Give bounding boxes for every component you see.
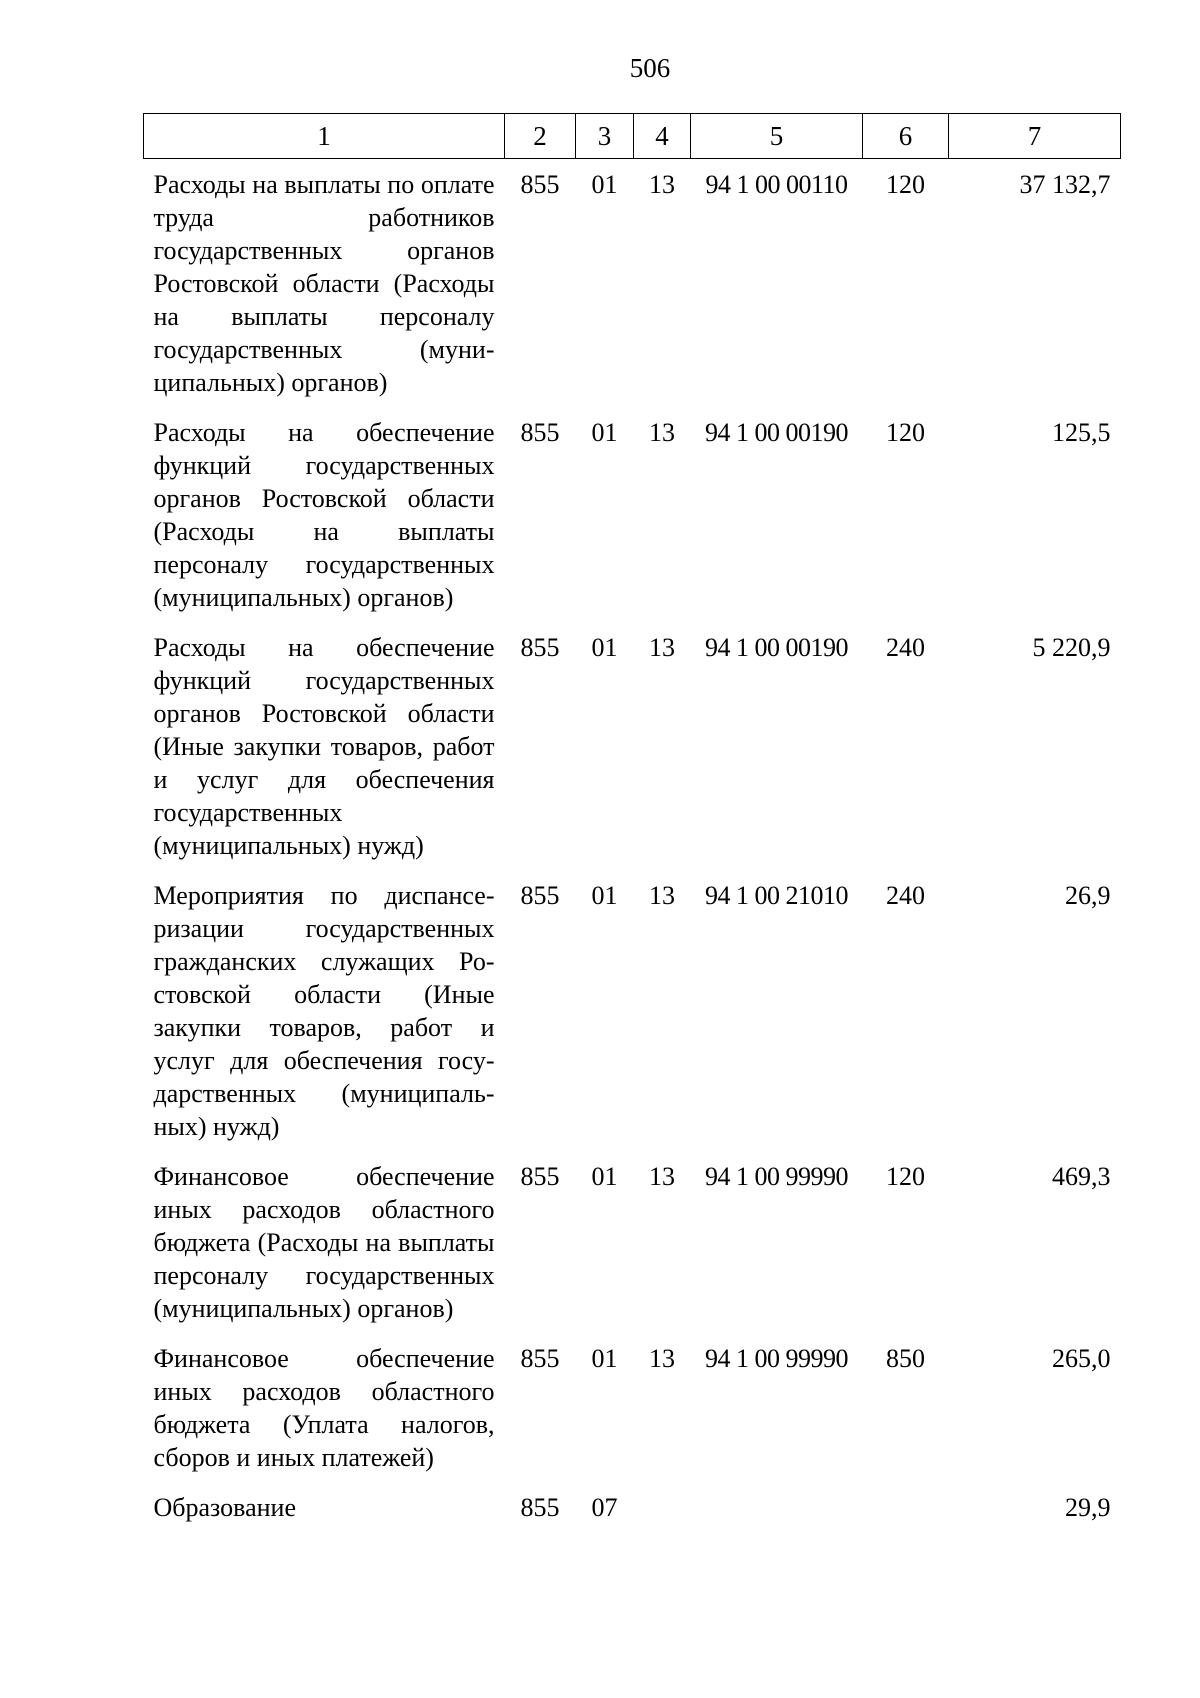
page-number: 506 xyxy=(629,53,671,83)
row-grbs: 855 xyxy=(520,170,560,199)
row-vr: 240 xyxy=(886,881,925,910)
table-row xyxy=(144,407,1121,622)
row-name: Мероприятия по диспансеризации государственных гражданских служащих Ростовской области (Иные закупки товаров, работ и услуг для обеспечения государственных (муниципальных) нужд) xyxy=(153,881,495,1141)
row-vr: 240 xyxy=(886,633,925,662)
row-grbs: 855 xyxy=(520,881,560,910)
row-rz: 01 xyxy=(591,633,618,662)
row-amount: 29,9 xyxy=(1065,1493,1111,1522)
row-name: Расходы на обеспечение функций государственных органов Ростовской области (Расходы на выплаты персоналу государственных (муниципальных) органов) xyxy=(153,418,495,612)
header-col-4: 4 xyxy=(634,114,691,159)
row-vr xyxy=(863,1482,949,1532)
row-csr: 94 1 00 99990 xyxy=(705,1162,848,1191)
row-name: Расходы на выплаты по оплате труда работников государственных органов Ростовской области (Расходы на выплаты персоналу государственных (муниципальных) органов) xyxy=(153,170,495,397)
row-amount: 469,3 xyxy=(1052,1162,1111,1191)
row-pr: 13 xyxy=(649,633,675,662)
row-rz: 01 xyxy=(591,881,618,910)
row-csr: 94 1 00 00110 xyxy=(705,170,848,199)
table-row xyxy=(144,1482,1121,1532)
row-name: Финансовое обеспечение иных расходов областного бюджета (Расходы на выплаты персоналу государственных (муниципальных) органов) xyxy=(153,1162,495,1323)
row-vr: 120 xyxy=(886,170,925,199)
row-amount: 5 220,9 xyxy=(1032,633,1111,662)
row-pr xyxy=(634,1482,691,1532)
row-grbs: 855 xyxy=(520,633,560,662)
row-grbs: 855 xyxy=(520,1344,560,1373)
header-col-7: 7 xyxy=(949,114,1121,159)
table-row xyxy=(144,870,1121,1151)
row-vr: 120 xyxy=(886,418,925,447)
row-pr: 13 xyxy=(649,881,675,910)
row-rz: 01 xyxy=(591,170,618,199)
row-csr: 94 1 00 00190 xyxy=(705,633,848,662)
row-grbs: 855 xyxy=(520,1162,560,1191)
row-vr: 120 xyxy=(886,1162,925,1191)
row-grbs: 855 xyxy=(520,418,560,447)
header-col-5: 5 xyxy=(691,114,863,159)
row-rz: 07 xyxy=(591,1493,618,1522)
row-pr: 13 xyxy=(649,418,675,447)
table-row xyxy=(144,159,1121,408)
row-amount: 26,9 xyxy=(1065,881,1111,910)
row-amount: 125,5 xyxy=(1052,418,1111,447)
row-csr xyxy=(691,1482,863,1532)
row-amount: 37 132,7 xyxy=(1019,170,1111,199)
table-row xyxy=(144,1333,1121,1482)
header-row xyxy=(144,114,1121,159)
row-pr: 13 xyxy=(649,170,675,199)
row-rz: 01 xyxy=(591,1344,618,1373)
table-row xyxy=(144,622,1121,870)
row-pr: 13 xyxy=(649,1162,675,1191)
table-header xyxy=(144,114,1121,159)
header-col-6: 6 xyxy=(863,114,949,159)
row-csr: 94 1 00 21010 xyxy=(705,881,848,910)
table-row xyxy=(144,1151,1121,1333)
header-col-2: 2 xyxy=(505,114,576,159)
row-name: Финансовое обеспечение иных расходов областного бюджета (Уплата налогов, сборов и иных платежей) xyxy=(153,1344,495,1472)
row-pr: 13 xyxy=(649,1344,675,1373)
header-col-3: 3 xyxy=(576,114,634,159)
header-col-1: 1 xyxy=(144,114,505,159)
row-name: Образование xyxy=(153,1493,297,1522)
row-vr: 850 xyxy=(886,1344,925,1373)
row-csr: 94 1 00 00190 xyxy=(705,418,848,447)
row-amount: 265,0 xyxy=(1052,1344,1111,1373)
row-grbs: 855 xyxy=(520,1493,560,1522)
row-name: Расходы на обеспечение функций государственных органов Ростовской области (Иные закупки товаров, работ и услуг для обеспечения государственных (муниципальных) нужд) xyxy=(153,633,495,860)
budget-table xyxy=(143,113,1121,1532)
row-rz: 01 xyxy=(591,418,618,447)
row-csr: 94 1 00 99990 xyxy=(705,1344,848,1373)
table-body xyxy=(144,159,1121,1533)
row-rz: 01 xyxy=(591,1162,618,1191)
